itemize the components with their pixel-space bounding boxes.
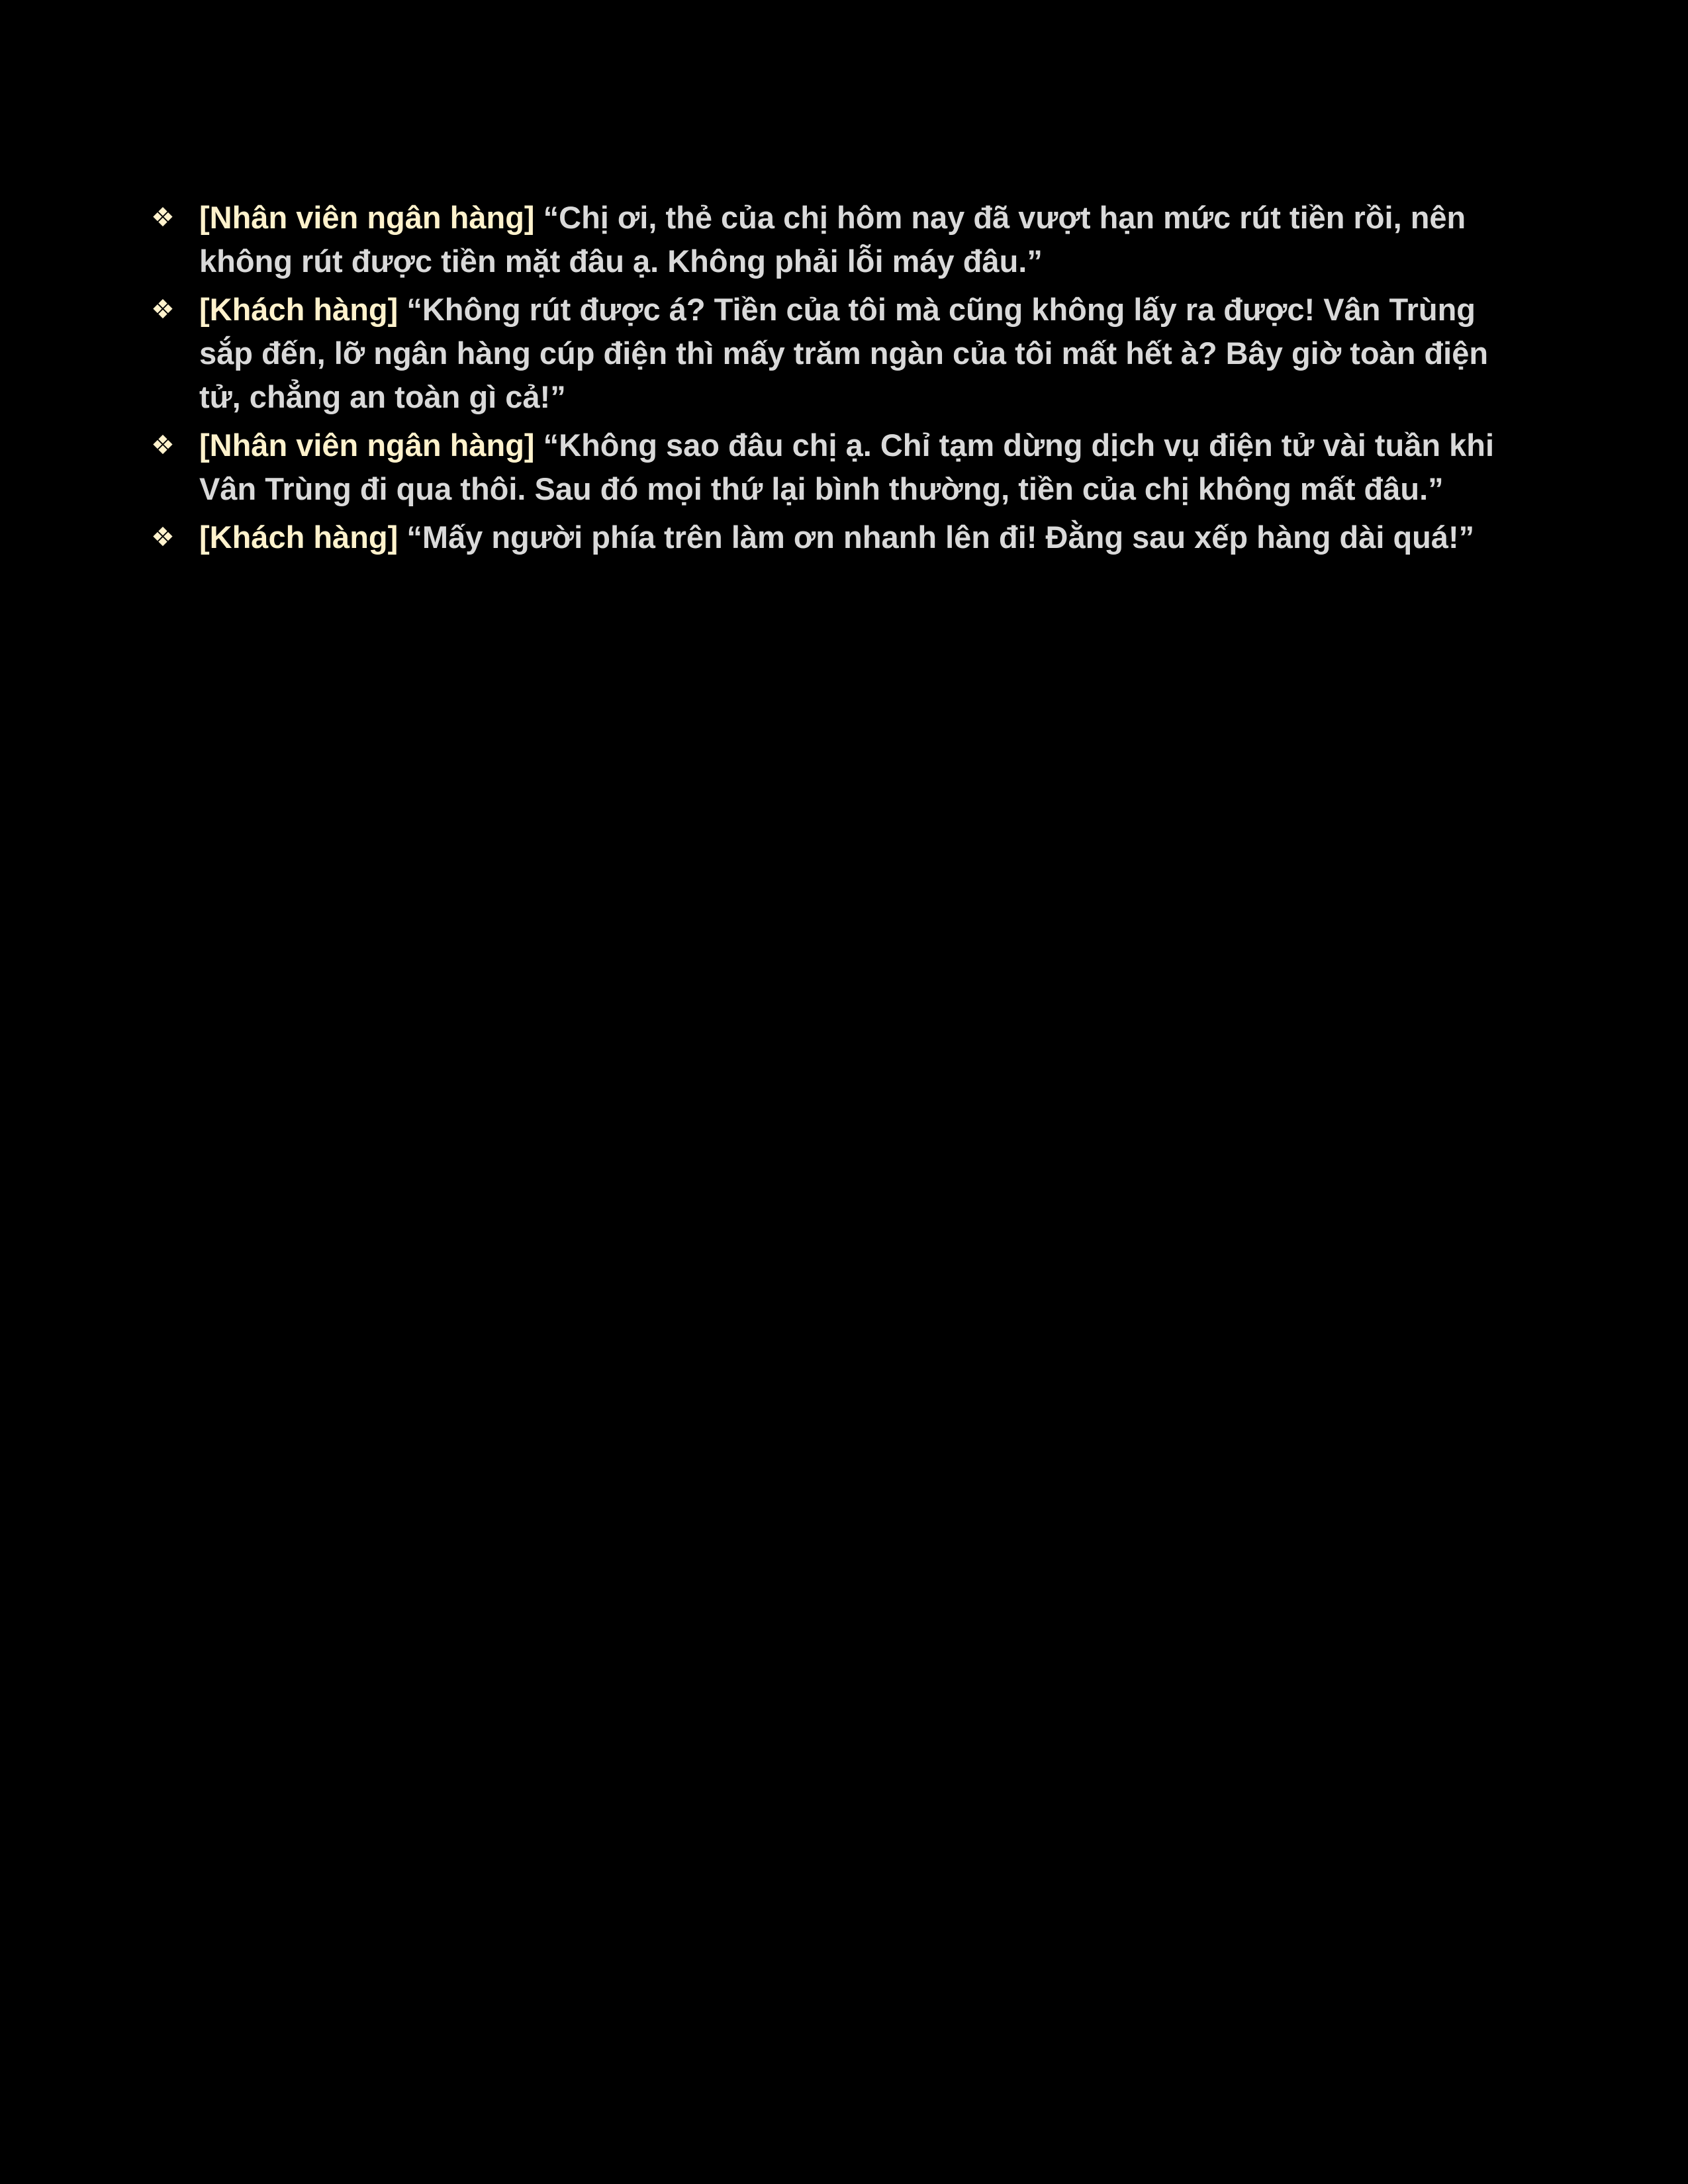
dialogue-text: “Mấy người phía trên làm ơn nhanh lên đi! Đằng sau xếp hàng dài quá!” <box>406 520 1475 555</box>
speaker-label: [Nhân viên ngân hàng] <box>199 428 543 463</box>
dialogue-line <box>151 516 1501 559</box>
diamond-bullet-icon: ❖ <box>151 295 175 325</box>
speaker-label: [Khách hàng] <box>199 520 407 555</box>
dialogue-line <box>151 288 1501 419</box>
speaker-label: [Nhân viên ngân hàng] <box>199 200 543 235</box>
dialogue-line <box>151 424 1501 511</box>
dialogue-text: “Không rút được á? Tiền của tôi mà cũng không lấy ra được! Vân Trùng sắp đến, lỡ ngân hàng cúp điện thì mấy trăm ngàn của tôi mất hết à? Bây giờ toàn điện tử, chẳng an toàn gì cả!” <box>199 292 1489 414</box>
dialogue-line <box>151 196 1501 283</box>
dialogue-list <box>151 196 1501 564</box>
diamond-bullet-icon: ❖ <box>151 430 175 461</box>
diamond-bullet-icon: ❖ <box>151 522 175 553</box>
speaker-label: [Khách hàng] <box>199 292 407 327</box>
diamond-bullet-icon: ❖ <box>151 203 175 233</box>
dialogue-text: “Không sao đâu chị ạ. Chỉ tạm dừng dịch vụ điện tử vài tuần khi Vân Trùng đi qua thôi. Sau đó mọi thứ lại bình thường, tiền của chị không mất đâu.” <box>199 428 1495 506</box>
dialogue-text: “Chị ơi, thẻ của chị hôm nay đã vượt hạn mức rút tiền rồi, nên không rút được tiền mặt đâu ạ. Không phải lỗi máy đâu.” <box>199 200 1466 279</box>
